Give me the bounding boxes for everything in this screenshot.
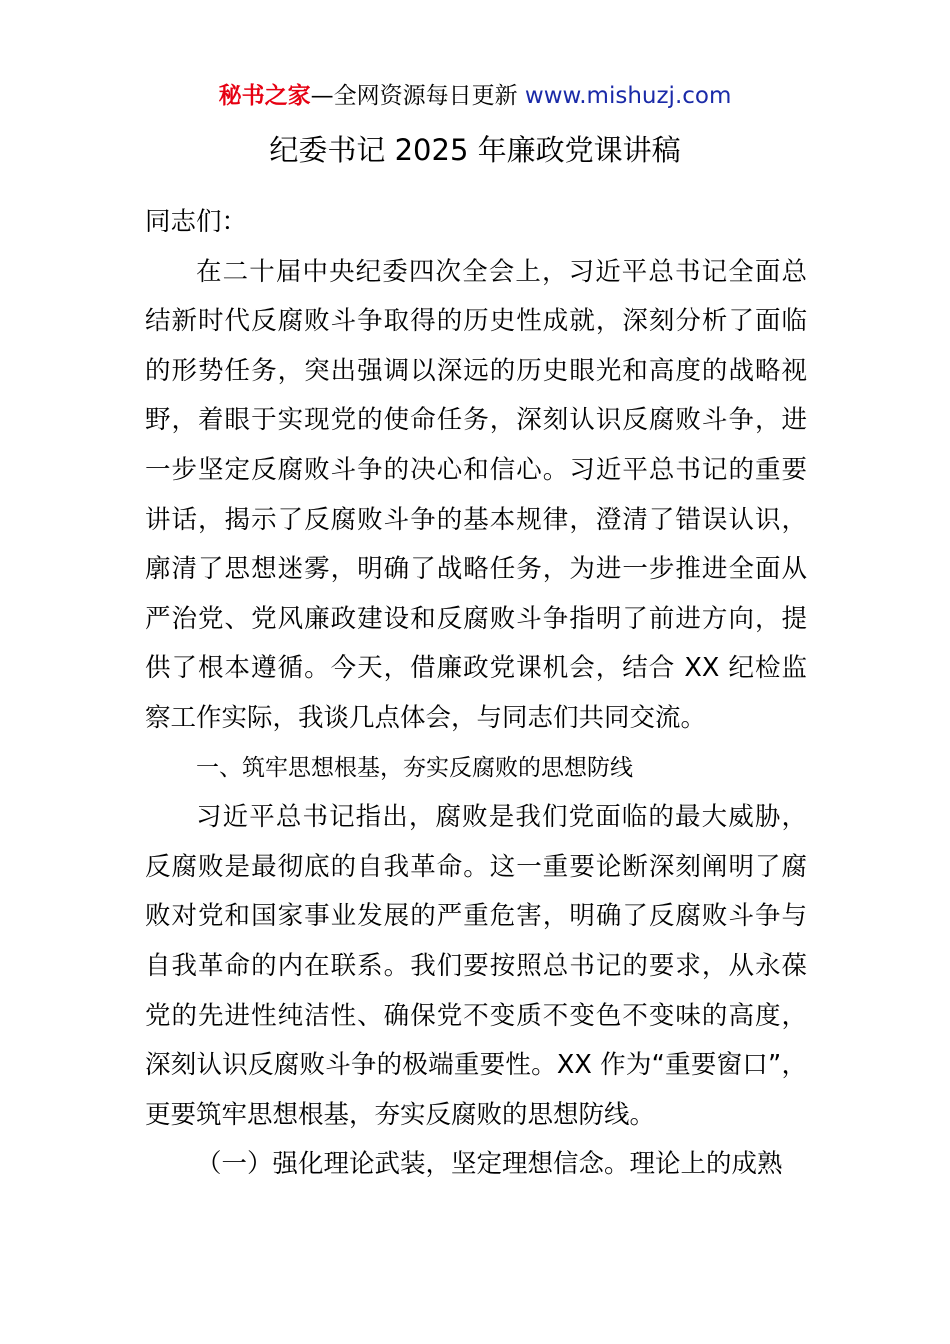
brand-name: 秘书之家 — [218, 83, 311, 109]
paragraph-section-1: 习近平总书记指出，腐败是我们党面临的最大威胁，反腐败是最彻底的自我革命。这一重要论断深刻阐明了腐败对党和国家事业发展的严重危害，明确了反腐败斗争与自我革命的内在联系。我们要按照总书记的要求，从永葆党的先进性纯洁性、确保党不变质不变色不变味的高度，深刻认识反腐败斗争的极端重要性。XX 作为“重要窗口”，更要筑牢思想根基，夯实反腐败的思想防线。 — [145, 802, 807, 1130]
paragraph-intro: 在二十届中央纪委四次全会上，习近平总书记全面总结新时代反腐败斗争取得的历史性成就，深刻分析了面临的形势任务，突出强调以深远的历史眼光和高度的战略视野，着眼于实现党的使命任务，深刻认识反腐败斗争，进一步坚定反腐败斗争的决心和信心。习近平总书记的重要讲话，揭示了反腐败斗争的基本规律，澄清了错误认识，廓清了思想迷雾，明确了战略任务，为进一步推进全面从严治党、党风廉政建设和反腐败斗争指明了前进方向，提供了根本遵循。今天，借廉政党课机会，结合 XX 纪检监察工作实际，我谈几点体会，与同志们共同交流。 — [145, 256, 807, 733]
watermark-header — [0, 80, 950, 112]
document-title: 纪委书记 2025 年廉政党课讲稿 — [269, 133, 681, 167]
salutation: 同志们： — [145, 207, 248, 237]
document-body — [145, 198, 807, 1190]
section-heading-1: 一、筑牢思想根基，夯实反腐败的思想防线 — [196, 754, 633, 781]
paragraph-subsection-1: （一）强化理论武装，坚定理想信念。理论上的成熟 — [196, 1149, 783, 1180]
brand-tagline: —全网资源每日更新 — [310, 83, 518, 109]
site-url[interactable]: www.mishuzj.com — [524, 83, 732, 109]
